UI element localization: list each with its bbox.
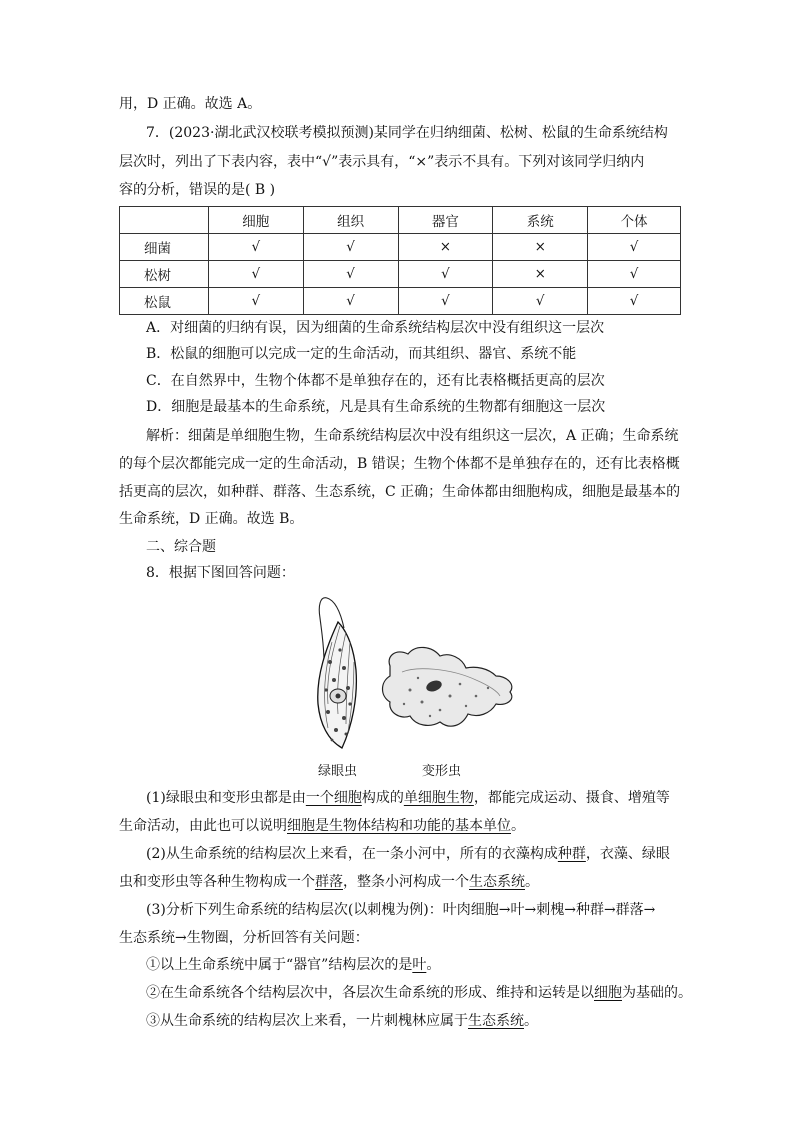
answer-3-item-1 [146, 955, 440, 975]
answer-text: ②在生命系统各个结构层次中，各层次生命系统的形成、维持和运转是以 [146, 985, 594, 1001]
table-header-cell: 细胞 [208, 207, 303, 234]
answer-blank: 叶 [412, 957, 427, 973]
table-cell: √ [493, 288, 588, 315]
row-label-cell: 细菌 [120, 234, 209, 261]
answer-text: ①以上生命系统中属于“器官”结构层次的是 [146, 957, 413, 973]
answer-2-line-2 [119, 872, 539, 892]
question-7-line-3: 容的分析，错误的是( B ) [119, 182, 276, 198]
analysis-line-4: 生命系统，D 正确。故选 B。 [119, 511, 304, 527]
answer-text: 。 [524, 1013, 538, 1029]
table-cell: √ [398, 261, 493, 288]
table-row [120, 288, 681, 315]
table-cell: √ [588, 261, 681, 288]
answer-1-line-1 [146, 788, 670, 808]
amoeba-drawing [383, 647, 512, 726]
answer-blank: 细胞是生物体结构和功能的基本单位 [287, 818, 511, 834]
question-7-line-1: 7．(2023·湖北武汉校联考模拟预测)某同学在归纳细菌、松树、松鼠的生命系统结构 [146, 125, 668, 141]
answer-3-line-1: (3)分析下列生命系统的结构层次(以刺槐为例)：叶肉细胞→叶→刺槐→种群→群落→ [146, 902, 656, 918]
answer-text: (2)从生命系统的结构层次上来看，在一条小河中，所有的衣藻构成 [146, 846, 558, 862]
table-cell: × [398, 234, 493, 261]
answer-text: ，衣藻、绿眼 [585, 846, 670, 862]
table-row [120, 234, 681, 261]
question-7-line-2: 层次时，列出了下表内容，表中“√”表示具有，“×”表示不具有。下列对该同学归纳内 [119, 154, 645, 170]
answer-blank: 生态系统 [469, 874, 525, 890]
answer-blank: 单细胞生物 [403, 790, 474, 806]
answer-text: 。 [525, 874, 539, 890]
table-cell: √ [208, 261, 303, 288]
answer-1-line-2 [119, 816, 525, 836]
table-cell: √ [588, 288, 681, 315]
table-header-cell [120, 207, 209, 234]
table-cell: √ [208, 288, 303, 315]
analysis-line-1: 解析：细菌是单细胞生物，生命系统结构层次中没有组织这一层次，A 正确；生命系统 [146, 428, 679, 444]
option-d: D．细胞是最基本的生命系统，凡是具有生命系统的生物都有细胞这一层次 [146, 399, 606, 415]
analysis-line-3: 括更高的层次，如种群、群落、生态系统，C 正确；生命体都由细胞构成，细胞是最基本的 [119, 484, 681, 500]
table-cell: × [493, 234, 588, 261]
row-label-cell: 松鼠 [120, 288, 209, 315]
answer-3-line-2: 生态系统→生物圈，分析回答有关问题： [119, 930, 369, 946]
answer-blank: 群落 [315, 874, 343, 890]
caption-amoeba: 变形虫 [422, 764, 462, 779]
answer-text: 构成的 [361, 790, 404, 806]
prev-answer-line: 用，D 正确。故选 A。 [119, 96, 262, 112]
row-label-cell: 松树 [120, 261, 209, 288]
option-b: B．松鼠的细胞可以完成一定的生命活动，而其组织、器官、系统不能 [146, 346, 577, 362]
table-row [120, 261, 681, 288]
table-cell: × [493, 261, 588, 288]
answer-2-line-1 [146, 844, 670, 864]
answer-3-item-2 [146, 983, 692, 1003]
euglena-drawing [318, 598, 357, 748]
answer-text: 虫和变形虫等各种生物构成一个 [119, 874, 315, 890]
euglena-amoeba-illustration [300, 592, 530, 782]
organism-figure [300, 592, 530, 782]
answer-blank: 生态系统 [468, 1013, 524, 1029]
analysis-line-2: 的每个层次都能完成一定的生命活动，B 错误；生物个体都不是单独存在的，还有比表格概 [119, 456, 680, 472]
answer-text: ，整条小河构成一个 [343, 874, 469, 890]
question-8-heading: 8．根据下图回答问题： [146, 565, 295, 581]
caption-euglena: 绿眼虫 [318, 764, 358, 779]
answer-text: 。 [426, 957, 441, 973]
table-header-cell: 个体 [588, 207, 681, 234]
option-c: C．在自然界中，生物个体都不是单独存在的，还有比表格概括更高的层次 [146, 373, 605, 389]
table-header-row [120, 207, 681, 234]
table-cell: √ [398, 288, 493, 315]
section-heading: 二、综合题 [146, 539, 216, 555]
answer-blank: 种群 [557, 846, 586, 862]
answer-blank: 细胞 [594, 985, 622, 1001]
table-cell: √ [303, 234, 398, 261]
table-header-cell: 器官 [398, 207, 493, 234]
answer-text: 生命活动，由此也可以说明 [119, 818, 287, 834]
table-header-cell: 组织 [303, 207, 398, 234]
answer-text: ，都能完成运动、摄食、增殖等 [473, 790, 670, 806]
table-cell: √ [208, 234, 303, 261]
answer-blank: 一个细胞 [305, 790, 362, 806]
hierarchy-table [119, 206, 681, 315]
table-cell: √ [303, 288, 398, 315]
answer-text: (1)绿眼虫和变形虫都是由 [146, 790, 306, 806]
answer-3-item-3 [146, 1011, 538, 1031]
answer-text: 为基础的。 [622, 985, 692, 1001]
answer-text: ③从生命系统的结构层次上来看，一片刺槐林应属于 [146, 1013, 468, 1029]
table-cell: √ [303, 261, 398, 288]
option-a: A．对细菌的归纳有误，因为细菌的生命系统结构层次中没有组织这一层次 [146, 320, 605, 336]
table-header-cell: 系统 [493, 207, 588, 234]
table-cell: √ [588, 234, 681, 261]
answer-text: 。 [511, 818, 525, 834]
